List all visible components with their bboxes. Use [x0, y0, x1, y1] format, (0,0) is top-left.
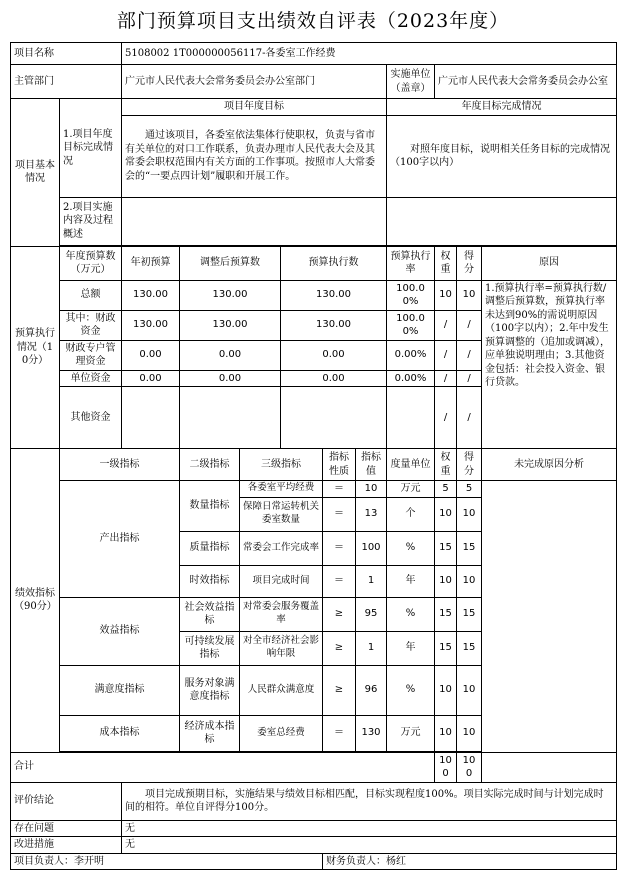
problem-label: 存在问题 — [11, 820, 122, 837]
perf-unit: % — [387, 531, 435, 565]
budget-executed-header: 预算执行数 — [281, 246, 387, 280]
budget-reason: 1.预算执行率=预算执行数/调整后预算数，预算执行率未达到90%的需说明原因（100字以内）；2.年中发生预算调整的（追加或调减），应单独说明理由；3.其他资金包括：社会投入资金、银行贷款。 — [482, 280, 617, 449]
impl-content — [122, 197, 387, 245]
perf-score: 15 — [457, 597, 482, 631]
budget-executed: 130.00 — [281, 280, 387, 310]
conclusion-label: 评价结论 — [11, 782, 122, 820]
perf-score: 5 — [457, 481, 482, 498]
budget-score: / — [457, 310, 482, 340]
perf-value-header: 指标值 — [356, 449, 387, 481]
total-label: 合计 — [11, 752, 435, 782]
budget-row-label: 财政专户管理资金 — [60, 340, 122, 370]
perf-nature-header: 指标性质 — [323, 449, 356, 481]
impl-unit: 广元市人民代表大会常务委员会办公室 — [435, 65, 617, 99]
perf-unit: 年 — [387, 631, 435, 665]
budget-initial: 130.00 — [122, 310, 180, 340]
budget-score-header: 得分 — [457, 246, 482, 280]
impl-content-label: 2.项目实施内容及过程概述 — [60, 197, 122, 245]
perf-l3: 常委会工作完成率 — [240, 531, 323, 565]
budget-reason-header: 原因 — [482, 246, 617, 280]
perf-unit: 万元 — [387, 481, 435, 498]
budget-row-label: 单位资金 — [60, 370, 122, 387]
perf-value: 96 — [356, 665, 387, 715]
leader-label: 项目负责人： — [14, 855, 74, 867]
perf-value: 95 — [356, 597, 387, 631]
perf-l3: 委室总经费 — [240, 715, 323, 751]
perf-nature: ≥ — [323, 665, 356, 715]
budget-rate: 0.00% — [387, 340, 435, 370]
perf-nature: ＝ — [323, 715, 356, 751]
leader-cell — [11, 853, 323, 870]
page-title: 部门预算项目支出绩效自评表（2023年度） — [116, 10, 510, 32]
annual-goal-header: 项目年度目标 — [122, 99, 387, 116]
perf-score: 15 — [457, 631, 482, 665]
goal-text: 通过该项目，各委室依法集体行使职权，负责与省市有关单位的对口工作联系，负责办理市人民代表大会及其常委会职权范围内有关方面的工作事项。按照市人大常委会的“一要点四计划”履职和开展工作。 — [122, 115, 387, 197]
budget-rate: 100.00% — [387, 280, 435, 310]
perf-l1-effect: 效益指标 — [60, 597, 180, 665]
perf-reason-header: 未完成原因分析 — [482, 449, 617, 481]
perf-l1-output: 产出指标 — [60, 481, 180, 598]
budget-score: / — [457, 370, 482, 387]
perf-value: 1 — [356, 565, 387, 597]
perf-nature: ＝ — [323, 497, 356, 531]
perf-reason — [482, 481, 617, 753]
perf-value: 13 — [356, 497, 387, 531]
budget-initial-header: 年初预算 — [122, 246, 180, 280]
budget-rate — [387, 387, 435, 449]
conclusion: 项目完成预期目标，实施结果与绩效目标相匹配，目标实现程度100%。项目实际完成时间与计划完成时间的相符。单位自评得分100分。 — [122, 782, 617, 820]
budget-weight: 10 — [435, 280, 457, 310]
perf-l1-satisfaction: 满意度指标 — [60, 665, 180, 715]
total-weight: 100 — [435, 752, 457, 782]
improve-label: 改进措施 — [11, 837, 122, 854]
perf-l1-cost: 成本指标 — [60, 715, 180, 751]
dept: 广元市人民代表大会常务委员会办公室部门 — [122, 65, 387, 99]
perf-weight: 10 — [435, 715, 457, 751]
annual-done-header: 年度目标完成情况 — [387, 99, 617, 116]
perf-l2-header: 二级指标 — [180, 449, 240, 481]
perf-unit: % — [387, 665, 435, 715]
impl-content-done — [387, 197, 617, 245]
budget-score: / — [457, 340, 482, 370]
perf-value: 100 — [356, 531, 387, 565]
perf-l2-social: 社会效益指标 — [180, 597, 240, 631]
perf-nature: ≥ — [323, 631, 356, 665]
budget-executed: 130.00 — [281, 310, 387, 340]
budget-adjusted: 0.00 — [180, 340, 281, 370]
perf-score: 15 — [457, 531, 482, 565]
perf-weight-header: 权重 — [435, 449, 457, 481]
budget-score: / — [457, 387, 482, 449]
budget-adjusted: 0.00 — [180, 370, 281, 387]
perf-label: 绩效指标（90分） — [11, 449, 60, 753]
goal-done: 对照年度目标，说明相关任务目标的完成情况（100字以内） — [387, 115, 617, 197]
project-name-label: 项目名称 — [11, 43, 122, 65]
budget-weight: / — [435, 370, 457, 387]
perf-weight: 10 — [435, 565, 457, 597]
perf-l3: 保障日常运转机关委室数量 — [240, 497, 323, 531]
perf-l3: 对常委会服务覆盖率 — [240, 597, 323, 631]
perf-nature: ≥ — [323, 597, 356, 631]
perf-unit: 个 — [387, 497, 435, 531]
perf-score: 10 — [457, 715, 482, 751]
budget-label: 预算执行情况（10分） — [11, 246, 60, 449]
budget-weight: / — [435, 310, 457, 340]
perf-value: 1 — [356, 631, 387, 665]
budget-adjusted: 130.00 — [180, 280, 281, 310]
perf-l3-header: 三级指标 — [240, 449, 323, 481]
perf-weight: 10 — [435, 665, 457, 715]
perf-l2-quality: 质量指标 — [180, 531, 240, 565]
finance-cell — [323, 853, 617, 870]
perf-unit: 年 — [387, 565, 435, 597]
perf-nature: ＝ — [323, 565, 356, 597]
budget-row-label: 其中：财政资金 — [60, 310, 122, 340]
perf-weight: 10 — [435, 497, 457, 531]
evaluation-table — [10, 42, 617, 870]
perf-weight: 5 — [435, 481, 457, 498]
dept-label: 主管部门 — [11, 65, 122, 99]
finance-name: 杨红 — [386, 855, 406, 867]
budget-executed: 0.00 — [281, 340, 387, 370]
perf-l1-header: 一级指标 — [60, 449, 180, 481]
perf-l2-time: 时效指标 — [180, 565, 240, 597]
perf-score: 10 — [457, 665, 482, 715]
total-score: 100 — [457, 752, 482, 782]
project-name: 5108002 1T000000056117-各委室工作经费 — [122, 43, 617, 65]
total-reason — [482, 752, 617, 782]
finance-label: 财务负责人： — [326, 855, 386, 867]
budget-weight: / — [435, 387, 457, 449]
budget-fund-header: 年度预算数（万元） — [60, 246, 122, 280]
budget-initial: 130.00 — [122, 280, 180, 310]
impl-label: 实施单位（盖章） — [387, 65, 435, 99]
perf-unit: 万元 — [387, 715, 435, 751]
budget-adjusted — [180, 387, 281, 449]
budget-rate: 0.00% — [387, 370, 435, 387]
perf-nature: ＝ — [323, 481, 356, 498]
perf-value: 130 — [356, 715, 387, 751]
perf-l2-economic: 经济成本指标 — [180, 715, 240, 751]
perf-l3: 项目完成时间 — [240, 565, 323, 597]
budget-executed — [281, 387, 387, 449]
perf-unit: % — [387, 597, 435, 631]
budget-initial: 0.00 — [122, 340, 180, 370]
budget-weight: / — [435, 340, 457, 370]
perf-weight: 15 — [435, 597, 457, 631]
budget-initial: 0.00 — [122, 370, 180, 387]
perf-unit-header: 度量单位 — [387, 449, 435, 481]
budget-row-label: 其他资金 — [60, 387, 122, 449]
perf-weight: 15 — [435, 631, 457, 665]
perf-score: 10 — [457, 565, 482, 597]
leader-name: 李开明 — [74, 855, 104, 867]
basic-label: 项目基本情况 — [11, 99, 60, 247]
perf-l3: 人民群众满意度 — [240, 665, 323, 715]
budget-row-label: 总额 — [60, 280, 122, 310]
problem: 无 — [122, 820, 617, 837]
budget-initial — [122, 387, 180, 449]
perf-nature: ＝ — [323, 531, 356, 565]
budget-rate: 100.00% — [387, 310, 435, 340]
perf-score-header: 得分 — [457, 449, 482, 481]
budget-adjusted-header: 调整后预算数 — [180, 246, 281, 280]
perf-weight: 15 — [435, 531, 457, 565]
perf-score: 10 — [457, 497, 482, 531]
perf-value: 10 — [356, 481, 387, 498]
improve: 无 — [122, 837, 617, 854]
budget-weight-header: 权重 — [435, 246, 457, 280]
budget-rate-header: 预算执行率 — [387, 246, 435, 280]
perf-l3: 对全市经济社会影响年限 — [240, 631, 323, 665]
perf-l3: 各委室平均经费 — [240, 481, 323, 498]
budget-score: 10 — [457, 280, 482, 310]
budget-executed: 0.00 — [281, 370, 387, 387]
perf-l2-service: 服务对象满意度指标 — [180, 665, 240, 715]
perf-l2-sustain: 可持续发展指标 — [180, 631, 240, 665]
goal-label: 1.项目年度目标完成情况 — [60, 99, 122, 198]
budget-adjusted: 130.00 — [180, 310, 281, 340]
perf-l2-quantity: 数量指标 — [180, 481, 240, 532]
